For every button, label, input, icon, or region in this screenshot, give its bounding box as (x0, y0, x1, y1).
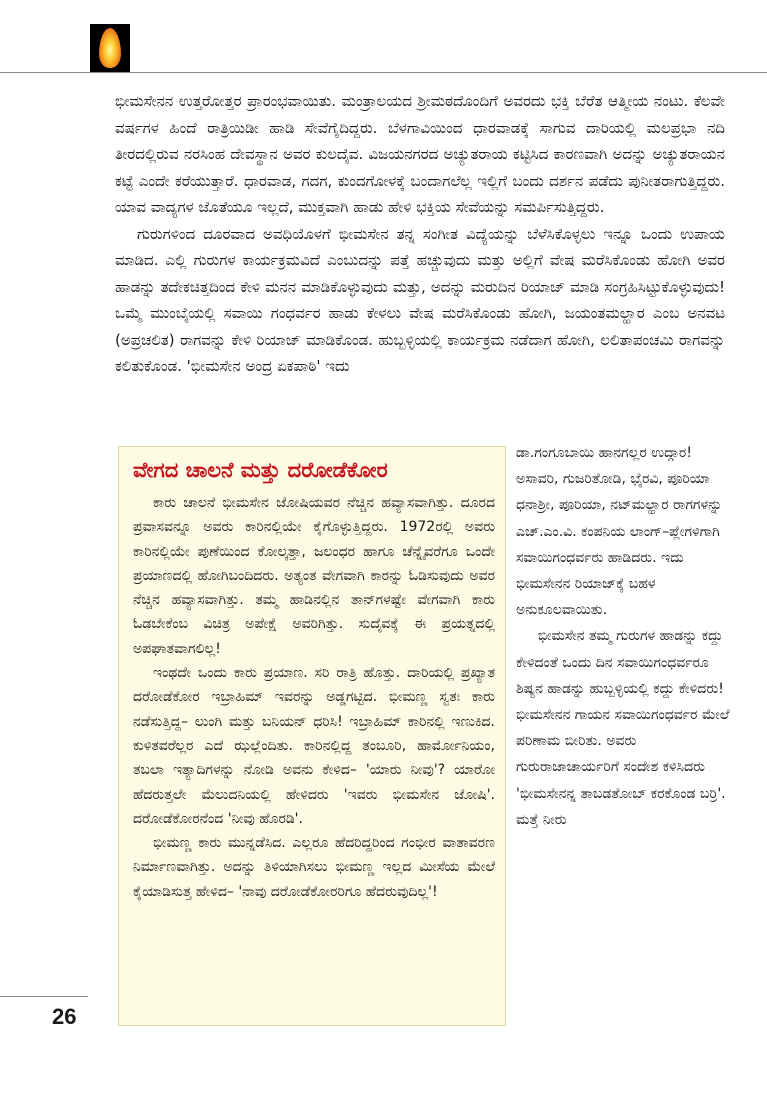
article-paragraph: ಭೀಮಸೇನನ ಉತ್ತರೋತ್ತರ ಪ್ರಾರಂಭವಾಯಿತು. ಮಂತ್ರಾಲಯದ ಶ್ರೀಮಠದೊಂದಿಗೆ ಅವರದು ಭಕ್ತಿ ಬೆರೆತ ಆತ್ಮೀಯ ನಂಟು. ಕೆಲವೇ ವರ್ಷಗಳ ಹಿಂದೆ ರಾತ್ರಿಯಿಡೀ ಹಾಡಿ ಸೇವೆಗೈದಿದ್ದರು. ಬೆಳಗಾವಿಯಿಂದ ಧಾರವಾಡಕ್ಕೆ ಸಾಗುವ ದಾರಿಯಲ್ಲಿ ಮಲಪ್ರಭಾ ನದಿ ತೀರದಲ್ಲಿರುವ ನರಸಿಂಹ ದೇವಸ್ಥಾನ ಅವರ ಕುಲದೈವ. ವಿಜಯನಗರದ ಅಚ್ಯುತರಾಯ ಕಟ್ಟಿಸಿದ ಕಾರಣವಾಗಿ ಅದನ್ನು ಅಚ್ಯುತರಾಯನ ಕಟ್ಟೆ ಎಂದೇ ಕರೆಯುತ್ತಾರೆ. ಧಾರವಾಡ, ಗದಗ, ಕುಂದಗೋಳಕ್ಕೆ ಬಂದಾಗಲೆಲ್ಲ ಇಲ್ಲಿಗೆ ಬಂದು ದರ್ಶನ ಪಡೆದು ಪುನೀತರಾಗುತ್ತಿದ್ದರು. ಯಾವ ವಾದ್ಯಗಳ ಜೊತೆಯೂ ಇಲ್ಲದೆ, ಮುಕ್ತವಾಗಿ ಹಾಡು ಹೇಳಿ ಭಕ್ತಿಯ ಸೇವೆಯನ್ನು ಸಮರ್ಪಿಸುತ್ತಿದ್ದರು. (115, 92, 725, 216)
sidebar-paragraph: ಕಾರು ಚಾಲನೆ ಭೀಮಸೇನ ಜೋಷಿಯವರ ನೆಚ್ಚಿನ ಹವ್ಯಾಸವಾಗಿತ್ತು. ದೂರದ ಪ್ರವಾಸವನ್ನೂ ಅವರು ಕಾರಿನಲ್ಲಿಯೇ ಕೈಗೊಳ್ಳುತ್ತಿದ್ದರು. 1972ರಲ್ಲಿ ಅವರು ಕಾರಿನಲ್ಲಿಯೇ ಪುಣೆಯಿಂದ ಕೋಲ್ಕತ್ತಾ, ಜಲಂಧರ ಹಾಗೂ ಚೆನ್ನೈವರೆಗೂ ಒಂದೇ ಪ್ರಯಾಣದಲ್ಲಿ ಹೋಗಿಬಂದಿದರು. ಅತ್ಯಂತ ವೇಗವಾಗಿ ಕಾರನ್ನು ಓಡಿಸುವುದು ಅವರ ನೆಚ್ಚಿನ ಹವ್ಯಾಸವಾಗಿತ್ತು. ತಮ್ಮ ಹಾಡಿನಲ್ಲಿನ ತಾನ್‌ಗಳಷ್ಟೇ ವೇಗವಾಗಿ ಕಾರು ಓಡಬೇಕೆಂಬ ವಿಚಿತ್ರ ಅಪೇಕ್ಷೆ ಅವರಿಗಿತ್ತು. ಸುದೈವಕ್ಕೆ ಈ ಪ್ರಯತ್ನದಲ್ಲಿ ಅಪಘಾತವಾಗಲಿಲ್ಲ! (133, 495, 495, 657)
article-paragraph: ಗುರುಗಳಿಂದ ದೂರವಾದ ಅವಧಿಯೊಳಗೆ ಭೀಮಸೇನ ತನ್ನ ಸಂಗೀತ ವಿದ್ಯೆಯನ್ನು ಬೆಳೆಸಿಕೊಳ್ಳಲು ಇನ್ನೂ ಒಂದು ಉಪಾಯ ಮಾಡಿದ. ಎಲ್ಲಿ ಗುರುಗಳ ಕಾರ್ಯಕ್ರಮವಿದೆ ಎಂಬುದನ್ನು ಪತ್ತೆ ಹಚ್ಚುವುದು ಮತ್ತು ಅಲ್ಲಿಗೆ ವೇಷ ಮರೆಸಿಕೊಂಡು ಹೋಗಿ ಅವರ ಹಾಡನ್ನು ತದೇಕಚಿತ್ತದಿಂದ ಕೇಳಿ ಮನನ ಮಾಡಿಕೊಳ್ಳುವುದು ಮತ್ತು, ಅದನ್ನು ಮರುದಿನ ರಿಯಾಜ್ ಮಾಡಿ ಸಂಗ್ರಹಿಸಿಟ್ಟುಕೊಳ್ಳುವುದು! ಒಮ್ಮೆ ಮುಂಬೈಯಲ್ಲಿ ಸವಾಯಿ ಗಂಧರ್ವರ ಹಾಡು ಕೇಳಲು ವೇಷ ಮರೆಸಿಕೊಂಡು ಹೋಗಿ, ಜಯಂತಮಲ್ಹಾರ ಎಂಬ ಅನವಟ (ಅಪ್ರಚಲಿತ) ರಾಗವನ್ನು ಕೇಳಿ ರಿಯಾಜ್ ಮಾಡಿಕೊಂಡ. ಹುಬ್ಬಳ್ಳಿಯಲ್ಲಿ ಕಾರ್ಯಕ್ರಮ ನಡೆದಾಗ ಹೋಗಿ, ಲಲಿತಾಪಂಚಮಿ ರಾಗವನ್ನು ಕಲಿತುಕೊಂಡ. 'ಭೀಮಸೇನ ಅಂದ್ರ ಏಕಪಾಠಿ' ಇದು (115, 224, 725, 375)
header-rule (0, 72, 767, 73)
sidebar-box (118, 446, 506, 1026)
footer-rule (0, 996, 88, 997)
flame-icon (99, 28, 121, 68)
sidebar-paragraph: ಇಂಥದೇ ಒಂದು ಕಾರು ಪ್ರಯಾಣ. ಸರಿ ರಾತ್ರಿ ಹೊತ್ತು. ದಾರಿಯಲ್ಲಿ ಪ್ರಖ್ಯಾತ ದರೋಡೆಕೋರ ಇಬ್ರಾಹಿಮ್ ಇವರನ್ನು ಅಡ್ಡಗಟ್ಟಿದ. ಭೀಮಣ್ಣ ಸ್ವತಃ ಕಾರು ನಡೆಸುತ್ತಿದ್ದ– ಲುಂಗಿ ಮತ್ತು ಬನಿಯನ್ ಧರಿಸಿ! ಇಬ್ರಾಹಿಮ್ ಕಾರಿನಲ್ಲಿ ಇಣುಕಿದ. ಕುಳಿತವರೆಲ್ಲರ ಎದೆ ಝಲ್ಲೆಂದಿತು. ಕಾರಿನಲ್ಲಿದ್ದ ತಂಬೂರಿ, ಹಾರ್ಮೋನಿಯಂ, ತಬಲಾ ಇತ್ಯಾದಿಗಳನ್ನು ನೋಡಿ ಅವನು ಕೇಳಿದ– 'ಯಾರು ನೀವು'? ಯಾರೋ ಹೆದರುತ್ತಲೇ ಮೆಲುದನಿಯಲ್ಲಿ ಹೇಳಿದರು 'ಇವರು ಭೀಮಸೇನ ಜೋಷಿ'. ದರೋಡೆಕೋರನೆಂದ 'ನೀವು ಹೊರಡಿ'. (133, 665, 495, 827)
right-column-paragraph: ಡಾ.ಗಂಗೂಬಾಯಿ ಹಾನಗಲ್ಲರ ಉದ್ಗಾರ! ಅಸಾವರಿ, ಗುಜರಿತೋಡಿ, ಭೈರವಿ, ಪೂರಿಯಾ ಧನಾಶ್ರೀ, ಪೂರಿಯಾ, ನಟ್‌ಮಲ್ಹಾರ ರಾಗಗಳನ್ನು ಎಚ್.ಎಂ.ವಿ. ಕಂಪನಿಯ ಲಾಂಗ್–ಪ್ಲೇಗಳಿಗಾಗಿ ಸವಾಯಿಗಂಧರ್ವರು ಹಾಡಿದರು. ಇದು ಭೀಮಸೇನನ ರಿಯಾಜ್‌ಕ್ಕೆ ಬಹಳ ಅನುಕೂಲವಾಯಿತು. (516, 445, 723, 619)
page-number: 26 (52, 1004, 77, 1029)
article-intro (115, 88, 725, 380)
right-column (516, 440, 731, 833)
right-column-paragraph: ಭೀಮಸೇನ ತಮ್ಮ ಗುರುಗಳ ಹಾಡನ್ನು ಕದ್ದು ಕೇಳಿದಂತೆ ಒಂದು ದಿನ ಸವಾಯಿಗಂಧರ್ವರೂ ಶಿಷ್ಯನ ಹಾಡನ್ನು ಹುಬ್ಬಳ್ಳಿಯಲ್ಲಿ ಕದ್ದು ಕೇಳಿದರು! ಭೀಮಸೇನನ ಗಾಯನ ಸವಾಯಿಗಂಧರ್ವರ ಮೇಲೆ ಪರಿಣಾಮ ಬೀರಿತು. ಅವರು ಗುರುರಾಜಾಚಾರ್ಯರಿಗೆ ಸಂದೇಶ ಕಳಿಸಿದರು 'ಭೀಮಸೇನನ್ನ ತಾಬಡತೋಬ್ ಕರಕೊಂಡ ಬರ್ರಿ'. ಮತ್ತೆ ನೀರು (516, 628, 730, 828)
sidebar-paragraph: ಭೀಮಣ್ಣ ಕಾರು ಮುನ್ನಡೆಸಿದ. ಎಲ್ಲರೂ ಹೆದರಿದ್ದರಿಂದ ಗಂಭೀರ ವಾತಾವರಣ ನಿರ್ಮಾಣವಾಗಿತ್ತು. ಅದನ್ನು ತಿಳಿಯಾಗಿಸಲು ಭೀಮಣ್ಣ ಇಲ್ಲದ ಮೀಸೆಯ ಮೇಲೆ ಕೈಯಾಡಿಸುತ್ತ ಹೇಳಿದ– 'ನಾವು ದರೋಡೆಕೋರರಿಗೂ ಹೆದರುವುದಿಲ್ಲ'! (133, 835, 495, 900)
flame-lamp-logo (90, 24, 130, 72)
sidebar-title: ವೇಗದ ಚಾಲನೆ ಮತ್ತು ದರೋಡೆಕೋರ (133, 458, 388, 482)
